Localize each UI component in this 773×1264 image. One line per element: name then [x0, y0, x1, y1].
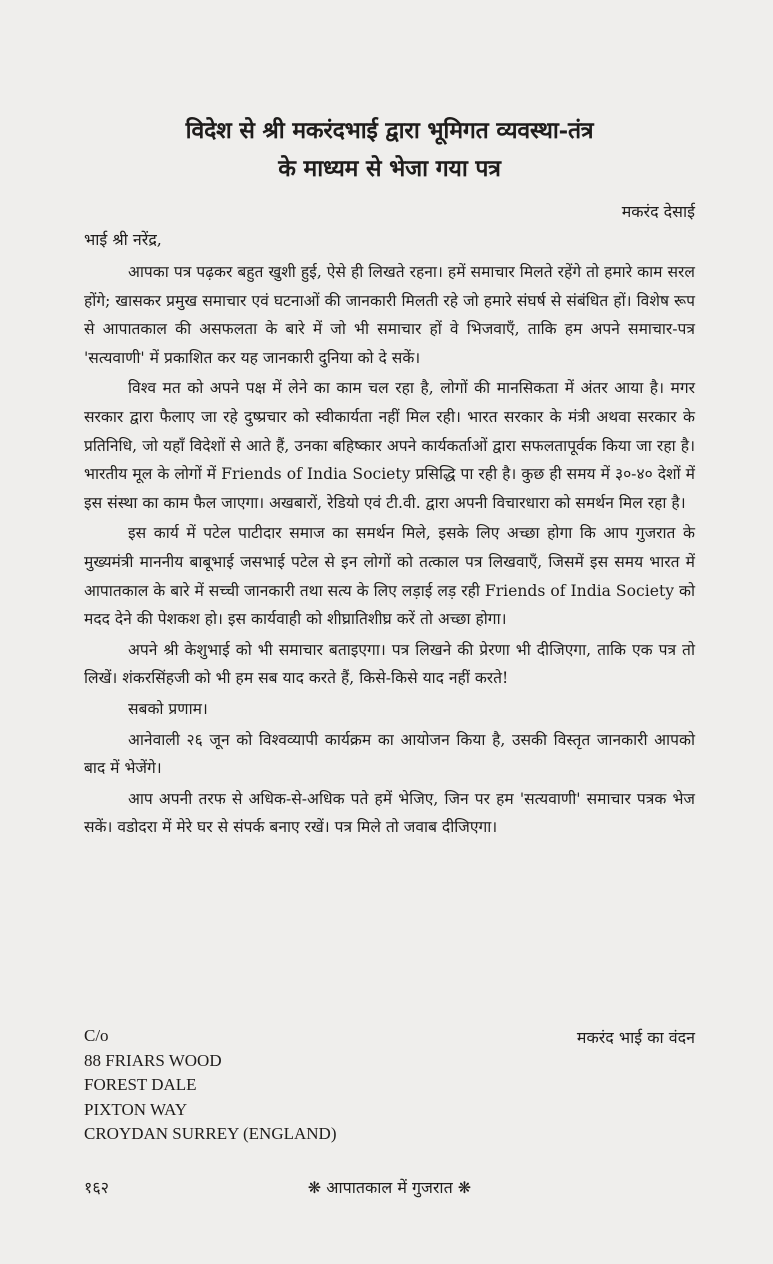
letter-body: [84, 258, 695, 844]
paragraph: आपका पत्र पढ़कर बहुत खुशी हुई, ऐसे ही लिखते रहना। हमें समाचार मिलते रहेंगे तो हमारे काम सरल होंगे; खासकर प्रमुख समाचार एवं घटनाओं की जानकारी मिलती रहे जो हमारे संघर्ष से संबंधित हों। विशेष रूप से आपातकाल की असफलता के बारे में जो भी समाचार हों वे भिजवाएँ, ताकि हम अपने समाचार-पत्र 'सत्यवाणी' में प्रकाशित कर यह जानकारी दुनिया को दे सकें।: [84, 263, 695, 367]
address-line: CROYDAN SURREY (ENGLAND): [84, 1124, 337, 1143]
sender-address: [84, 1024, 336, 1147]
paragraph: इस कार्य में पटेल पाटीदार समाज का समर्थन मिले, इसके लिए अच्छा होगा कि आप गुजरात के मुख्यमंत्री माननीय बाबूभाई जसभाई पटेल से इन लोगों को तत्काल पत्र लिखवाएँ, जिसमें इस समय भारत में आपातकाल के बारे में सच्ची जानकारी तथा सत्य के लिए लड़ाई लड़ रही Friends of India Society को मदद देने की पेशकश हो। इस कार्यवाही को शीघ्रातिशीघ्र करें तो अच्छा होगा।: [84, 524, 695, 629]
title-line-2: के माध्यम से भेजा गया पत्र: [278, 155, 501, 182]
paragraph: सबको प्रणाम।: [128, 699, 208, 718]
address-line: C/o: [84, 1026, 109, 1045]
paragraph: आप अपनी तरफ से अधिक-से-अधिक पते हमें भेजिए, जिन पर हम 'सत्यवाणी' समाचार पत्रक भेज सकें। वडोदरा में मेरे घर से संपर्क बनाए रखें। पत्र मिले तो जवाब दीजिएगा।: [84, 789, 695, 837]
signoff: मकरंद भाई का वंदन: [576, 1028, 695, 1047]
title-line-1: विदेश से श्री मकरंदभाई द्वारा भूमिगत व्यवस्था-तंत्र: [185, 117, 594, 144]
address-line: 88 FRIARS WOOD: [84, 1050, 222, 1070]
paragraph: अपने श्री केशुभाई को भी समाचार बताइएगा। पत्र लिखने की प्रेरणा भी दीजिएगा, ताकि एक पत्र तो लिखें। शंकरसिंहजी को भी हम सब याद करते हैं, किसे-किसे याद नहीं करते!: [84, 640, 695, 688]
address-line: FOREST DALE: [84, 1075, 197, 1094]
letter-title: [84, 112, 695, 188]
paragraph: विश्व मत को अपने पक्ष में लेने का काम चल रहा है, लोगों की मानसिकता में अंतर आया है। मगर सरकार द्वारा फैलाए जा रहे दुष्प्रचार को स्वीकार्यता नहीं मिल रही। भारत सरकार के मंत्री अथवा सरकार के प्रतिनिधि, जो यहाँ विदेशों से आते हैं, उनका बहिष्कार अपने कार्यकर्ताओं द्वारा सफलतापूर्वक किया जा रहा है। भारतीय मूल के लोगों में Friends of India Society प्रसिद्धि पा रही है। कुछ ही समय में ३०-४० देशों में इस संस्था का काम फैल जाएगा। अखबारों, रेडियो एवं टी.वी. द्वारा अपनी विचारधारा को समर्थन मिल रहा है।: [84, 379, 695, 512]
salutation: भाई श्री नरेंद्र,: [84, 230, 162, 249]
book-title: ❋ आपातकाल में गुजरात ❋: [307, 1178, 472, 1197]
author-name: मकरंद देसाई: [621, 202, 695, 221]
address-line: PIXTON WAY: [84, 1099, 188, 1119]
paragraph: आनेवाली २६ जून को विश्वव्यापी कार्यक्रम का आयोजन किया है, उसकी विस्तृत जानकारी आपको बाद में भेजेंगे।: [84, 730, 695, 778]
page-number: १६२: [84, 1178, 109, 1197]
